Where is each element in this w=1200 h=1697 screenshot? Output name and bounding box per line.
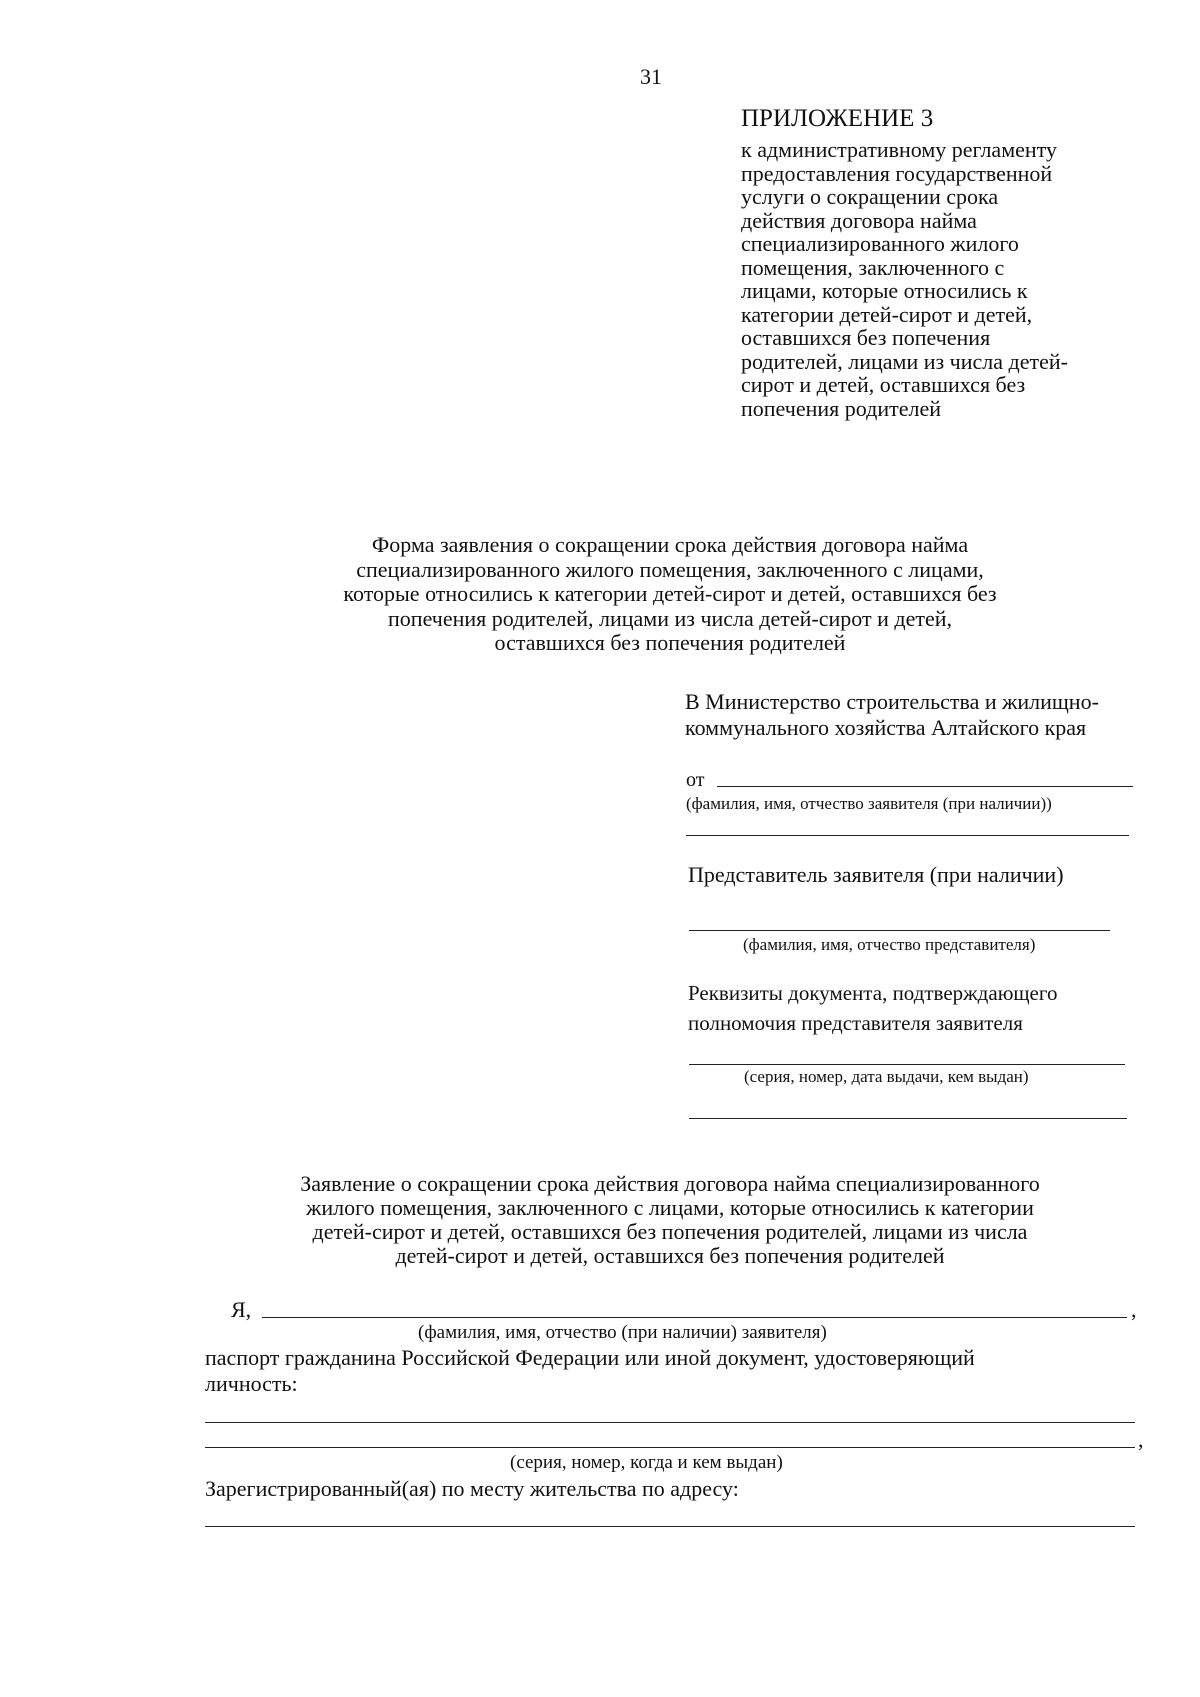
requisites-field-line[interactable]: [689, 1064, 1125, 1065]
appendix-line: специализированного жилого: [741, 231, 1019, 256]
applicant-extra-line[interactable]: [686, 835, 1129, 836]
statement-title-line: детей-сирот и детей, оставшихся без попечения родителей: [395, 1243, 945, 1268]
statement-title-line: Заявление о сокращении срока действия договора найма специализированного: [300, 1171, 1040, 1196]
appendix-line: сирот и детей, оставшихся без: [741, 372, 1026, 397]
appendix-title: ПРИЛОЖЕНИЕ 3: [741, 105, 934, 132]
form-title-line: Форма заявления о сокращении срока действия договора найма: [371, 532, 969, 557]
appendix-line: помещения, заключенного с: [741, 254, 1005, 280]
appendix-line: лицами, которые относились к: [741, 278, 1028, 303]
form-title-line: оставшихся без попечения родителей: [494, 630, 846, 655]
appendix-line: родителей, лицами из числа детей-: [741, 348, 1068, 374]
requisites-line: Реквизиты документа, подтверждающего: [688, 981, 1058, 1005]
appendix-description: [741, 138, 1139, 420]
requisites-label: [688, 978, 1057, 1038]
form-title: [270, 533, 1070, 656]
registered-label: Зарегистрированный(ая) по месту жительства по адресу:: [205, 1476, 739, 1501]
i-label: Я,: [231, 1297, 252, 1322]
appendix-line: категории детей-сирот и детей,: [741, 301, 1033, 327]
form-title-line: попечения родителей, лицами из числа детей-сирот и детей,: [388, 605, 952, 631]
applicant-caption: (фамилия, имя, отчество заявителя (при наличии)): [686, 794, 1052, 813]
form-title-line: которые относились к категории детей-сирот и детей, оставшихся без: [343, 581, 997, 606]
statement-title-line: детей-сирот и детей, оставшихся без попечения родителей, лицами из числа: [312, 1219, 1028, 1244]
passport-line: паспорт гражданина Российской Федерации или иной документ, удостоверяющий: [205, 1345, 975, 1370]
i-line-comma: ,: [1131, 1297, 1137, 1322]
applicant-name-line[interactable]: [717, 786, 1133, 787]
addressee: [685, 689, 1145, 741]
passport-field-line-1[interactable]: [205, 1422, 1135, 1423]
passport-line: личность:: [205, 1371, 298, 1396]
statement-title-line: жилого помещения, заключенного с лицами, которые относились к категории: [306, 1195, 1034, 1220]
appendix-line: попечения родителей: [741, 395, 941, 421]
i-name-line[interactable]: [262, 1317, 1127, 1318]
address-field-line[interactable]: [205, 1526, 1135, 1527]
representative-label: Представитель заявителя (при наличии): [688, 862, 1064, 887]
page-number: 31: [640, 64, 662, 89]
appendix-line: действия договора найма: [741, 207, 977, 233]
requisites-caption: (серия, номер, дата выдачи, кем выдан): [744, 1067, 1029, 1086]
passport-line-comma: ,: [1138, 1427, 1144, 1452]
passport-label: [205, 1345, 1165, 1397]
statement-title: [230, 1172, 1110, 1268]
passport-field-line-2[interactable]: [205, 1447, 1135, 1448]
addressee-line: коммунального хозяйства Алтайского края: [685, 715, 1087, 740]
requisites-line: полномочия представителя заявителя: [688, 1011, 1023, 1035]
passport-caption: (серия, номер, когда и кем выдан): [510, 1452, 783, 1473]
form-title-line: специализированного жилого помещения, заключенного с лицами,: [356, 556, 984, 582]
appendix-line: предоставления государственной: [741, 160, 1053, 186]
appendix-line: к административному регламенту: [741, 137, 1057, 162]
representative-caption: (фамилия, имя, отчество представителя): [743, 935, 1036, 954]
representative-name-line[interactable]: [689, 930, 1110, 931]
from-label: от: [686, 769, 705, 791]
appendix-line: оставшихся без попечения: [741, 325, 991, 350]
requisites-extra-line[interactable]: [689, 1118, 1127, 1119]
appendix-line: услуги о сокращении срока: [741, 184, 999, 209]
i-caption: (фамилия, имя, отчество (при наличии) заявителя): [418, 1322, 827, 1343]
addressee-line: В Министерство строительства и жилищно-: [685, 689, 1099, 714]
